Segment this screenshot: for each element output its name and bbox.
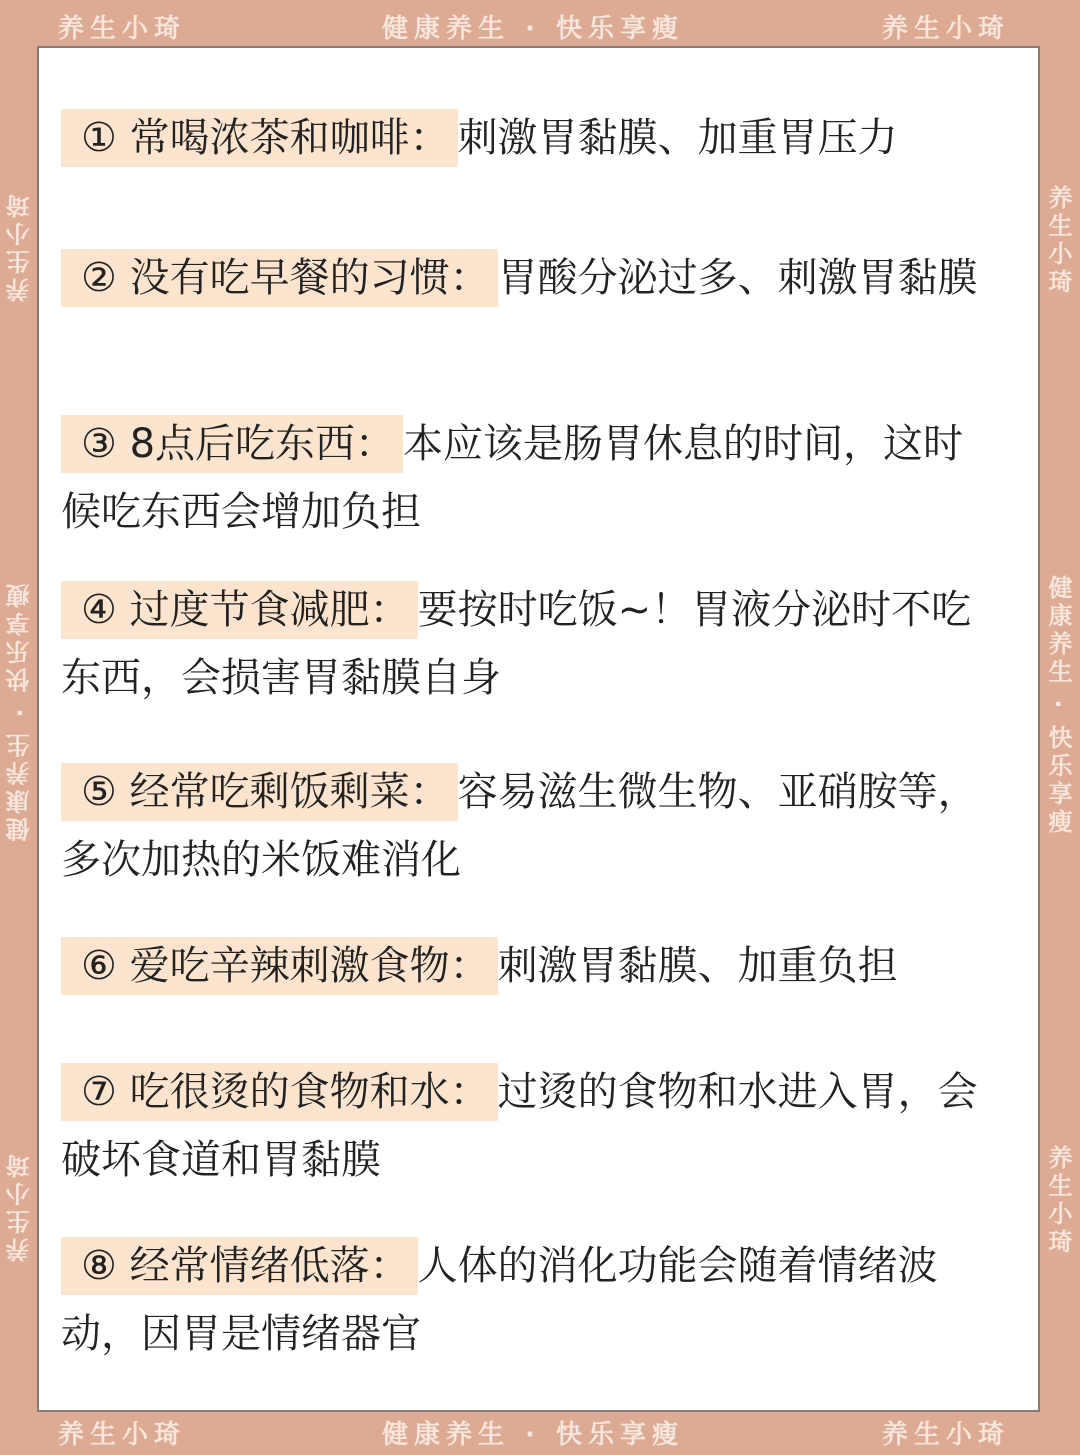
item-label: ③ 8点后吃东西： xyxy=(61,415,403,473)
item-label: ⑧ 经常情绪低落： xyxy=(61,1237,418,1295)
list-item xyxy=(61,104,998,172)
item-label: ⑤ 经常吃剩饭剩菜： xyxy=(61,763,458,821)
border-brand-top-left: 养生小琦 xyxy=(58,14,187,44)
item-label: ④ 过度节食减肥： xyxy=(61,581,418,639)
item-description: 刺激胃黏膜、加重胃压力 xyxy=(457,115,898,161)
item-label: ② 没有吃早餐的习惯： xyxy=(61,249,498,307)
border-slogan-bottom: 健康养生 · 快乐享瘦 xyxy=(382,1420,684,1450)
border-brand-right-lower: 养生小琦 xyxy=(1044,1145,1072,1257)
list-item xyxy=(61,1232,998,1368)
list-item xyxy=(61,244,998,312)
item-description: 要按时吃饭~！胃液分泌时不吃东西，会损害胃黏膜自身 xyxy=(61,587,972,701)
item-label: ⑦ 吃很烫的食物和水： xyxy=(61,1063,498,1121)
list-item xyxy=(61,932,998,1000)
border-brand-left-lower: 养生小琦 xyxy=(6,1150,34,1262)
border-brand-right-upper: 养生小琦 xyxy=(1044,185,1072,297)
list-item xyxy=(61,410,998,546)
list-item xyxy=(61,1058,998,1194)
border-brand-top-right: 养生小琦 xyxy=(882,14,1011,44)
border-brand-bottom-right: 养生小琦 xyxy=(882,1420,1011,1450)
list-item xyxy=(61,758,998,894)
item-description: 容易滋生微生物、亚硝胺等，多次加热的米饭难消化 xyxy=(61,769,978,883)
list-item xyxy=(61,576,998,712)
content-card xyxy=(37,46,1040,1412)
border-slogan-left: 健康养生 · 快乐享瘦 xyxy=(6,580,34,842)
border-brand-bottom-left: 养生小琦 xyxy=(58,1420,187,1450)
border-slogan-right: 健康养生 · 快乐享瘦 xyxy=(1044,575,1072,837)
border-brand-left-upper: 养生小琦 xyxy=(6,190,34,302)
border-slogan-top: 健康养生 · 快乐享瘦 xyxy=(382,14,684,44)
item-description: 人体的消化功能会随着情绪波动，因胃是情绪器官 xyxy=(61,1243,938,1357)
item-description: 刺激胃黏膜、加重负担 xyxy=(497,943,898,989)
item-label: ① 常喝浓茶和咖啡： xyxy=(61,109,458,167)
item-description: 过烫的食物和水进入胃，会破坏食道和胃黏膜 xyxy=(61,1069,978,1183)
item-label: ⑥ 爱吃辛辣刺激食物： xyxy=(61,937,498,995)
item-description: 本应该是肠胃休息的时间，这时候吃东西会增加负担 xyxy=(61,421,964,535)
item-description: 胃酸分泌过多、刺激胃黏膜 xyxy=(497,255,978,301)
